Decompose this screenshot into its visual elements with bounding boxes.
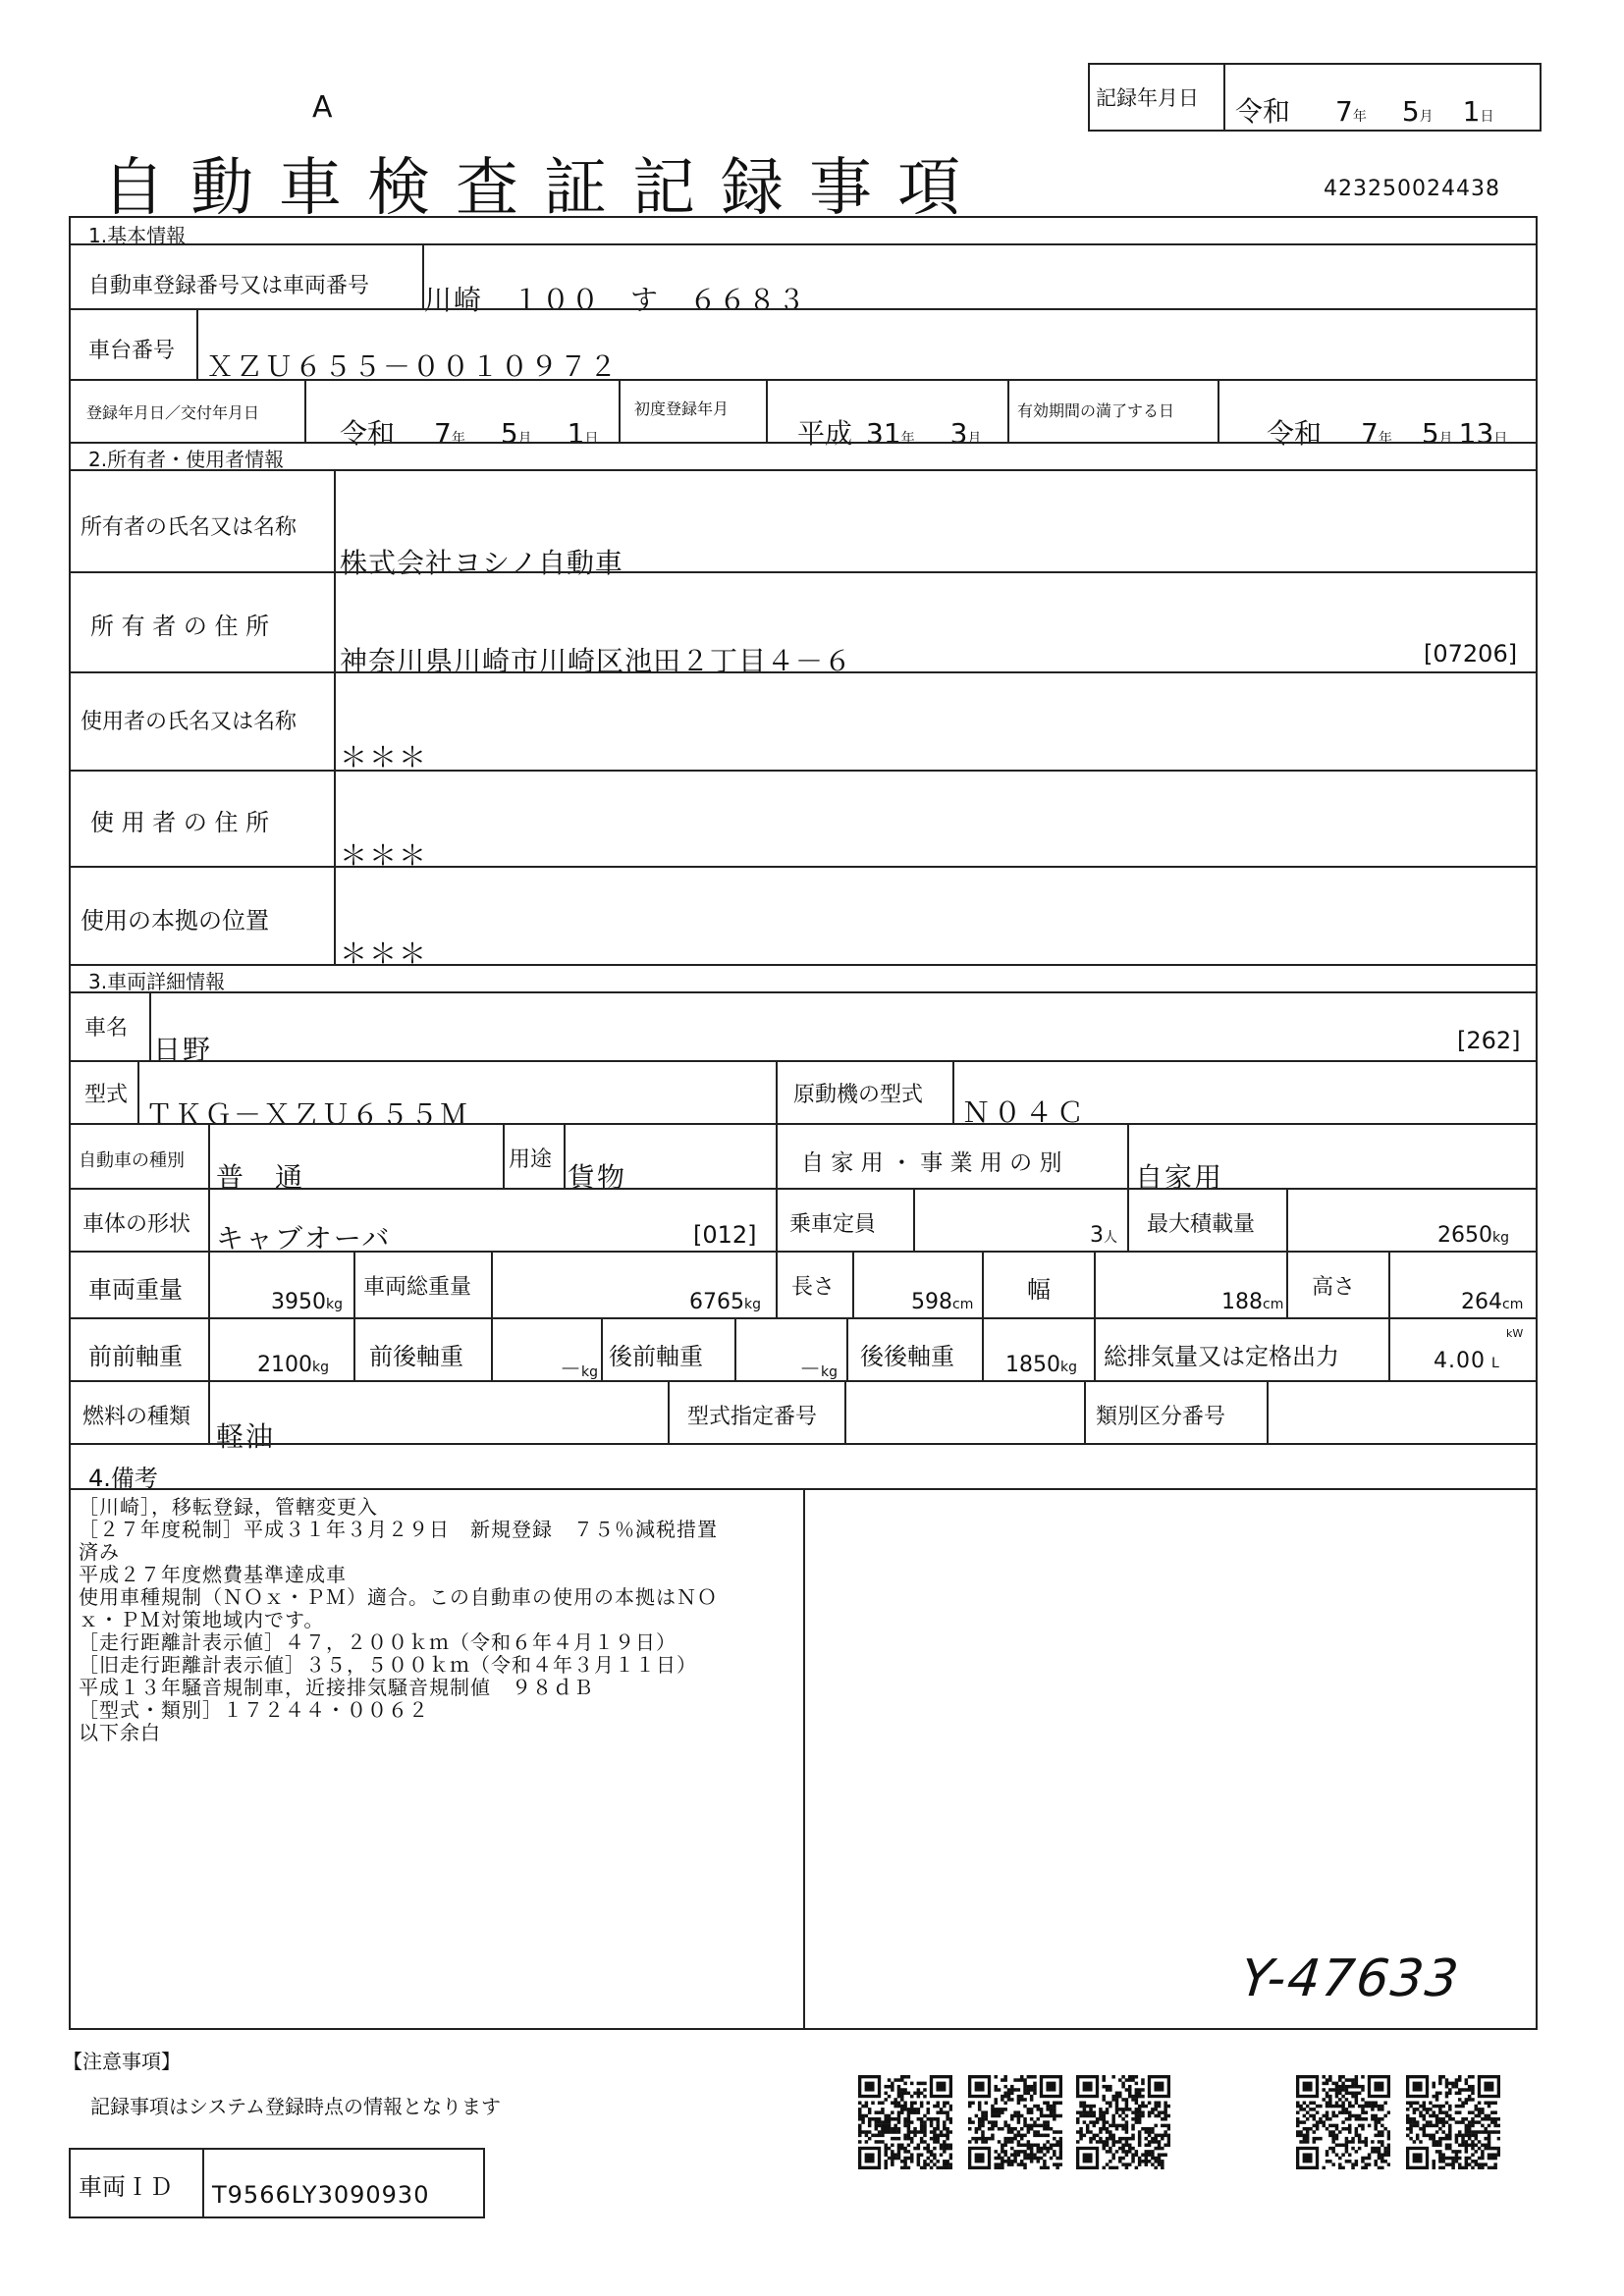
vehicle-name: 日野 [153,1034,213,1066]
kind-label: 自動車の種別 [79,1150,185,1171]
qr-code-5 [1406,2075,1500,2169]
base-location-label: 使用の本拠の位置 [81,907,269,934]
notice-text: 記録事項はシステム登録時点の情報となります [90,2095,501,2118]
width: 188cm [1221,1290,1284,1314]
section-remarks-title: 4.備考 [88,1465,158,1492]
gross-weight-label: 車両総重量 [363,1275,472,1300]
user-address-label: 使 用 者 の 住 所 [90,809,270,836]
max-load: 2650kg [1437,1223,1509,1248]
section-owner-title: 2.所有者・使用者情報 [88,448,285,471]
user-address: ＊＊＊ [340,839,429,872]
reg-number: 川崎 １００ す ６６８３ [424,284,808,316]
capacity: 3人 [1090,1223,1117,1248]
qr-code-4 [1296,2075,1390,2169]
section-basic-title: 1.基本情報 [88,224,187,247]
body-shape: キャブオーバ [216,1222,392,1255]
vehicle-id: T9566LY3090930 [212,2181,430,2209]
kw-unit: kW [1506,1327,1524,1340]
rr-axle-label: 後後軸重 [860,1343,954,1370]
first-reg: 平成 31年 3月 [797,417,982,450]
engine-label: 原動機の型式 [793,1083,924,1107]
type-designation-label: 型式指定番号 [687,1405,818,1429]
user-name-label: 使用者の氏名又は名称 [81,710,298,734]
weight: 3950kg [271,1290,343,1314]
displacement-label: 総排気量又は定格出力 [1104,1343,1339,1370]
owner-address-code: [07206] [1424,640,1518,667]
reg-date-label: 登録年月日／交付年月日 [86,403,260,422]
document-title: 自動車検査証記録事項 [102,152,986,225]
rf-axle-label: 後前軸重 [609,1343,703,1370]
section-vehicle-title: 3.車両詳細情報 [88,970,226,993]
user-name: ＊＊＊ [340,741,429,774]
qr-code-1 [858,2075,952,2169]
reg-date: 令和 7年 5月 1日 [340,417,599,450]
record-date: 令和 7年 5月 1日 [1235,95,1494,128]
expiry-label: 有効期間の満了する日 [1017,401,1175,420]
chassis-number: ＸＺＵ６５５－００１０９７２ [206,350,620,383]
height-label: 高さ [1312,1275,1356,1300]
chassis-label: 車台番号 [88,339,176,363]
record-date-label: 記録年月日 [1096,86,1199,110]
document-number: 423250024438 [1324,177,1500,201]
fuel: 軽油 [216,1420,276,1453]
length: 598cm [911,1290,974,1314]
expiry-date: 令和 7年 5月 13日 [1267,417,1508,450]
private: 自家用 [1135,1161,1224,1194]
length-label: 長さ [791,1275,836,1300]
reg-number-label: 自動車登録番号又は車両番号 [88,274,370,298]
notice-title: 【注意事項】 [63,2050,181,2073]
width-label: 幅 [1027,1276,1051,1304]
kind: 普 通 [216,1161,305,1194]
use-label: 用途 [509,1148,553,1172]
gross-weight: 6765kg [689,1290,761,1314]
engine: Ｎ０４Ｃ [962,1096,1089,1129]
owner-name: 株式会社ヨシノ自動車 [340,547,623,579]
owner-address: 神奈川県川崎市川崎区池田２丁目４－６ [340,645,853,677]
owner-address-label: 所 有 者 の 住 所 [90,613,270,640]
capacity-label: 乗車定員 [789,1212,877,1237]
owner-name-label: 所有者の氏名又は名称 [81,515,298,540]
private-label: 自 家 用 ・ 事 業 用 の 別 [801,1150,1062,1176]
fr-axle: －kg [560,1358,599,1382]
corner-mark: A [312,90,333,125]
first-reg-label: 初度登録年月 [634,400,730,418]
vehicle-name-code: [262] [1457,1027,1521,1054]
handwritten-note: Y-47633 [1237,1949,1463,2008]
ff-axle-label: 前前軸重 [88,1343,183,1370]
vehicle-id-label: 車両ＩＤ [79,2173,173,2201]
model: ＴＫＧ－ＸＺＵ６５５Ｍ [145,1098,470,1131]
rr-axle: 1850kg [1005,1353,1077,1377]
base-location: ＊＊＊ [340,937,429,970]
weight-label: 車両重量 [88,1276,183,1304]
height: 264cm [1461,1290,1524,1314]
model-label: 型式 [84,1083,129,1107]
category-label: 類別区分番号 [1096,1405,1226,1429]
remarks-text: ［川崎］，移転登録，管轄変更入 ［２７年度税制］平成３１年３月２９日 新規登録 ７５％減税措置 済み 平成２７年度燃費基準達成車 使用車種規制（ＮＯｘ・ＰＭ）適合。この自動車の使用の本拠はＮＯ ｘ・ＰＭ対策地域内です。 ［走行距離計表示値］４７，２００ｋｍ（令和６年４月１９日） ［旧走行距離計表示値］３５，５００ｋｍ（令和４年３月１１日） 平成１３年騒音規制車，近接排気騒音規制値 ９８ｄＢ ［型式・類別］１７２４４・００６２ 以下余白 [79,1495,718,1744]
fr-axle-label: 前後軸重 [369,1343,463,1370]
body-label: 車体の形状 [82,1212,191,1237]
vehicle-name-label: 車名 [84,1016,129,1041]
body-code: [012] [693,1221,757,1249]
max-load-label: 最大積載量 [1147,1212,1256,1237]
use: 貨物 [568,1161,627,1194]
qr-code-2 [968,2075,1062,2169]
ff-axle: 2100kg [257,1353,329,1377]
fuel-label: 燃料の種類 [82,1405,191,1429]
rf-axle: －kg [799,1358,839,1382]
qr-code-3 [1076,2075,1170,2169]
displacement: 4.00 L [1434,1349,1500,1373]
